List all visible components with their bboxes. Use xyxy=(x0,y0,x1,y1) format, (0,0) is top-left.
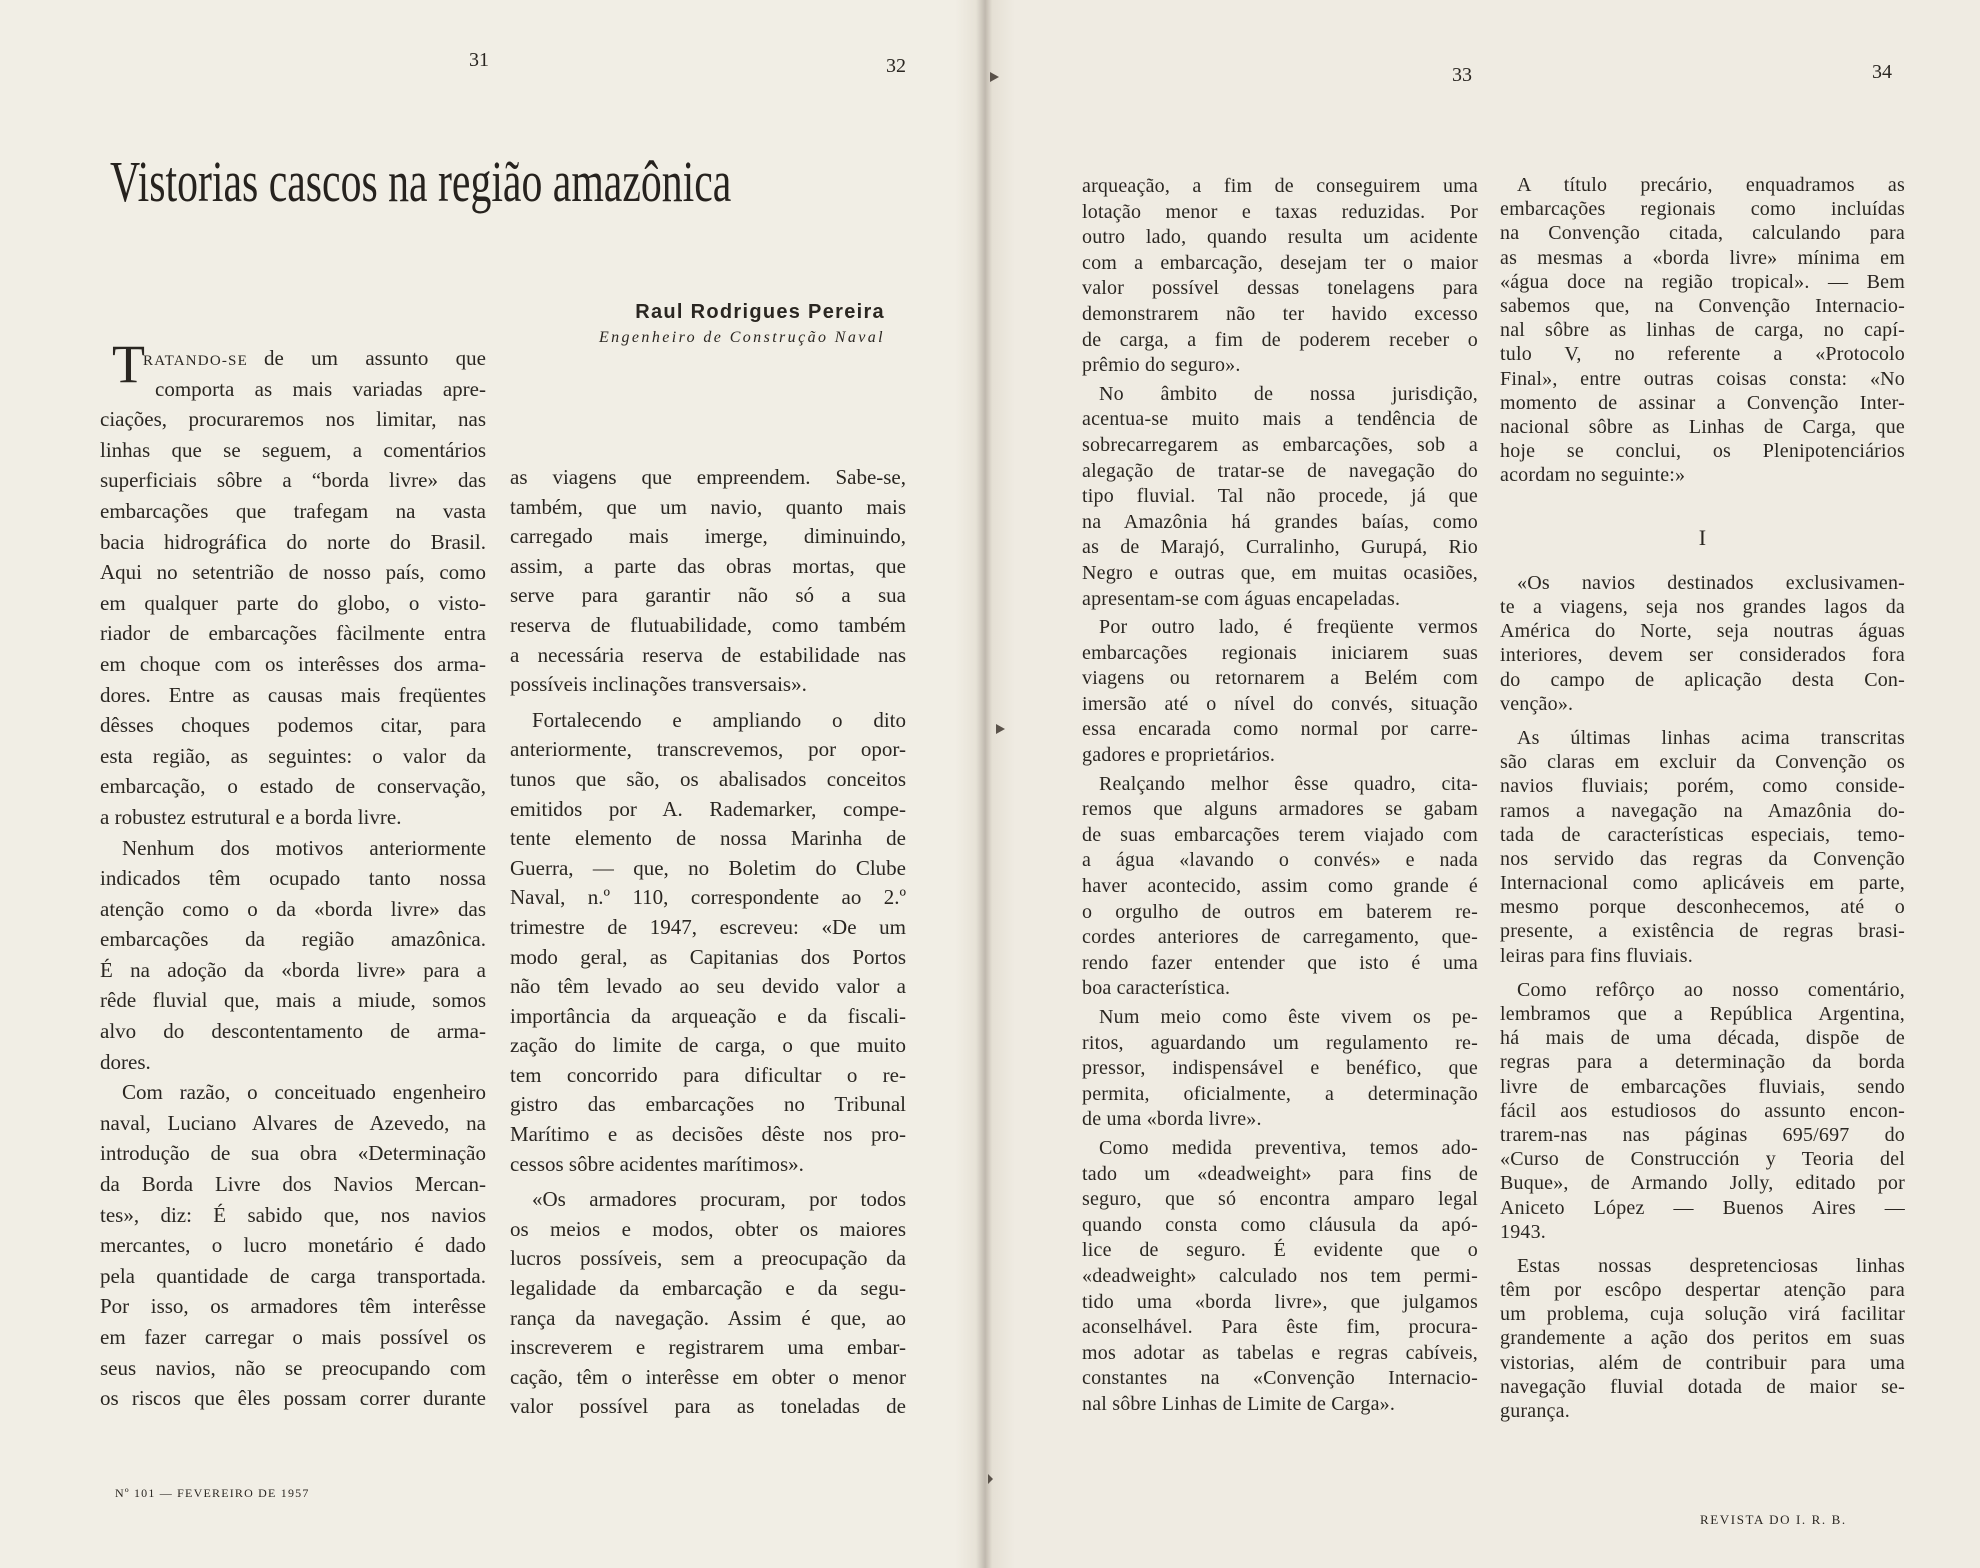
text-line: Estas nossas despretenciosas linhas xyxy=(1517,1254,1905,1277)
text-line: constantes na «Convenção Internacio- xyxy=(1082,1367,1478,1390)
text-line: acordam no seguinte:» xyxy=(1500,464,1686,487)
text-line: anteriormente, transcrevemos, por opor- xyxy=(510,737,906,762)
text-line: serve para garantir não só a sua xyxy=(510,583,906,608)
gutter-mark xyxy=(988,1474,993,1484)
text-line: viagens ou retornarem a Belém com xyxy=(1082,667,1478,690)
text-line: importância da arqueação e da fiscali- xyxy=(510,1003,906,1028)
text-line: há mais de uma década, dispõe de xyxy=(1500,1027,1905,1050)
text-line-rest: de um assunto que xyxy=(263,346,486,370)
text-line: seus navios, não se preocupando com xyxy=(100,1355,486,1380)
text-line: dores. Entre as causas mais freqüentes xyxy=(100,682,486,707)
text-line: cessos sôbre acidentes marítimos». xyxy=(510,1151,804,1176)
paragraph xyxy=(100,1077,486,1414)
text-line: É na adoção da «borda livre» para a xyxy=(100,957,486,982)
text-line: Como refôrço ao nosso comentário, xyxy=(1517,978,1905,1001)
text-line: ciações, procuraremos nos limitar, nas xyxy=(100,407,486,432)
text-line: sobrecarregarem as embarcações, sob a xyxy=(1082,433,1478,456)
section-heading: I xyxy=(1698,524,1707,550)
text-line: «deadweight» calculado nos tem permi- xyxy=(1082,1264,1478,1287)
text-line: com a embarcação, desejam ter o maior xyxy=(1082,251,1478,274)
text-line: atenção como o da «borda livre» das xyxy=(100,896,486,921)
paragraph xyxy=(1500,978,1905,1244)
text-line: em qualquer parte do globo, o visto- xyxy=(100,590,486,615)
text-line: Guerra, — que, no Boletim do Clube xyxy=(510,855,906,880)
text-line: embarcações regionais como incluídas xyxy=(1500,198,1905,221)
text-line: apresentam-se com águas encapeladas. xyxy=(1082,587,1401,610)
text-line: também, que um navio, quanto mais xyxy=(510,494,906,519)
text-line: cordes anteriores de carregamento, que- xyxy=(1082,926,1478,949)
text-line: permita, oficialmente, a determinação xyxy=(1082,1082,1478,1105)
text-line: cação, têm o interêsse em obter o menor xyxy=(510,1364,906,1389)
text-line: A título precário, enquadramos as xyxy=(1517,174,1905,196)
text-line: tunos que são, os abalisados conceitos xyxy=(510,766,906,791)
text-line: Com razão, o conceituado engenheiro xyxy=(122,1080,486,1105)
text-line: assim, a parte das obras mortas, que xyxy=(510,553,906,578)
text-column xyxy=(1082,174,1478,1418)
text-line: interiores, devem ser considerados fora xyxy=(1500,644,1905,667)
text-line: As últimas linhas acima transcritas xyxy=(1517,726,1905,749)
text-line: gadores e proprietários. xyxy=(1082,744,1276,767)
text-line: emitidos por A. Rademarker, compe- xyxy=(510,796,906,821)
text-line xyxy=(100,343,486,374)
text-line: tulo V, no referente a «Protocolo xyxy=(1500,343,1905,366)
text-line: sabemos que, na Convenção Internacio- xyxy=(1500,294,1905,317)
text-line: ritos, aguardando um regulamento re- xyxy=(1082,1031,1478,1054)
text-line: riador de embarcações fàcilmente entra xyxy=(100,621,486,646)
text-line: arqueação, a fim de conseguirem uma xyxy=(1082,175,1478,197)
text-line: superficiais sôbre a “borda livre» das xyxy=(100,468,486,493)
text-line: outro lado, quando resulta um acidente xyxy=(1082,226,1478,249)
text-line: Por outro lado, é freqüente vermos xyxy=(1099,616,1478,639)
text-line: os meios e modos, obter os maiores xyxy=(510,1216,906,1241)
text-line: lucros possíveis, sem a preocupação da xyxy=(510,1246,906,1271)
text-line: tido uma «borda livre», que julgamos xyxy=(1082,1290,1478,1313)
text-line: momento de assinar a Convenção Inter- xyxy=(1500,391,1905,414)
text-line: haver acontecido, assim como grande é xyxy=(1082,875,1478,898)
text-line: a necessária reserva de estabilidade nas xyxy=(510,642,906,667)
text-line: quando consta como cláusula da apó- xyxy=(1082,1213,1478,1236)
text-line: trimestre de 1947, escreveu: «De um xyxy=(510,914,906,939)
text-line: pela quantidade de carga transportada. xyxy=(100,1263,486,1288)
text-column xyxy=(1500,173,1905,1423)
text-line: remos que alguns armadores se gabam xyxy=(1082,798,1478,821)
text-line: Buque», de Armando Jolly, editado por xyxy=(1500,1172,1905,1195)
text-line: Negro e outras que, em muitas ocasiões, xyxy=(1082,561,1478,584)
text-line: Aniceto López — Buenos Aires — xyxy=(1500,1196,1905,1219)
text-line: América do Norte, seja noutras águas xyxy=(1500,620,1905,643)
text-line: legalidade da embarcação e da segu- xyxy=(510,1276,906,1301)
text-line: tado um «deadweight» para fins de xyxy=(1082,1162,1478,1185)
text-line: de carga, a fim de poderem receber o xyxy=(1082,328,1478,351)
text-line: Como medida preventiva, temos ado- xyxy=(1099,1136,1478,1159)
text-line: de suas embarcações terem viajado com xyxy=(1082,823,1478,846)
text-line: tipo fluvial. Tal não procede, já que xyxy=(1082,485,1478,508)
text-line: mercantes, o lucro monetário é dado xyxy=(100,1233,486,1258)
text-line: em fazer carregar o mais possível os xyxy=(100,1325,486,1349)
text-line: nal sôbre Linhas de Limite de Carga». xyxy=(1082,1392,1396,1415)
text-line: Marítimo e as decisões dêste nos pro- xyxy=(510,1122,906,1147)
text-line: nos servido das regras da Convenção xyxy=(1500,847,1905,870)
text-line: ramos a navegação na Amazônia do- xyxy=(1500,799,1905,822)
paragraph xyxy=(1082,174,1478,379)
text-line: reserva de flutuabilidade, como também xyxy=(510,612,906,637)
page-number: 31 xyxy=(469,49,489,71)
text-line: tente elemento de nossa Marinha de xyxy=(510,826,906,851)
page-number: 34 xyxy=(1872,61,1892,83)
text-line: as mesmas a «borda livre» mínima em xyxy=(1500,246,1905,269)
text-line: regras para a determinação da borda xyxy=(1500,1051,1905,1074)
text-line: indicados têm ocupado tanto nossa xyxy=(100,866,486,891)
text-line: gistro das embarcações no Tribunal xyxy=(510,1092,906,1117)
text-line: Por isso, os armadores têm interêsse xyxy=(100,1294,486,1319)
text-line: navegação fluvial dotada de maior se- xyxy=(1500,1375,1905,1398)
footer-publication: REVISTA DO I. R. B. xyxy=(1700,1512,1847,1527)
text-line: alvo do descontentamento de arma- xyxy=(100,1019,486,1044)
paragraph xyxy=(100,833,486,1078)
paragraph xyxy=(1082,1136,1478,1418)
paragraph xyxy=(1082,772,1478,1002)
page-number: 32 xyxy=(886,55,906,77)
text-line: Naval, n.º 110, correspondente ao 2.º xyxy=(510,885,906,910)
paragraph xyxy=(510,706,906,1180)
text-line: de uma «borda livre». xyxy=(1082,1108,1262,1131)
text-line: «água doce na região tropical». — Bem xyxy=(1500,270,1905,293)
text-line: embarcação, o estado de conservação, xyxy=(100,774,486,799)
text-line: vistorias, além de contribuir para uma xyxy=(1500,1351,1905,1374)
text-line: os riscos que êles possam correr durante xyxy=(100,1386,486,1411)
text-line: o orgulho de outros em baterem re- xyxy=(1082,900,1478,923)
paragraph xyxy=(1500,726,1905,968)
text-line: essa encarada como normal por carre- xyxy=(1082,718,1478,741)
text-line: carregado mais imerge, diminuindo, xyxy=(510,524,906,549)
text-line: boa característica. xyxy=(1082,977,1231,1000)
text-line: mesmo porque desconhecemos, até o xyxy=(1500,896,1905,919)
text-line: têm por escôpo despertar atenção para xyxy=(1500,1279,1905,1302)
text-line: trarem-nas nas páginas 695/697 do xyxy=(1500,1123,1905,1146)
text-line: pressor, indispensável e benéfico, que xyxy=(1082,1057,1478,1080)
paragraph xyxy=(1082,382,1478,612)
text-line: embarcações regionais iniciarem suas xyxy=(1082,641,1478,664)
text-line: as viagens que empreendem. Sabe-se, xyxy=(510,465,906,489)
text-line: dêsses choques podemos citar, para xyxy=(100,713,486,738)
text-line: em choque com os interêsses dos arma- xyxy=(100,651,486,676)
text-column xyxy=(100,334,486,1414)
text-line: lembramos que a República Argentina, xyxy=(1500,1003,1905,1026)
text-line: rendo fazer entender que isto é uma xyxy=(1082,951,1478,974)
paragraph xyxy=(1500,571,1905,716)
paragraph xyxy=(510,463,906,700)
text-line: nal sôbre as linhas de carga, no capí- xyxy=(1500,319,1905,342)
text-column xyxy=(510,463,906,1422)
text-line: demonstrarem não ter havido excesso xyxy=(1082,302,1478,325)
text-line: aconselhável. Para êste fim, procura- xyxy=(1082,1316,1478,1339)
text-line: as de Marajó, Curralinho, Gurupá, Rio xyxy=(1082,536,1478,559)
text-line: Internacional como aplicáveis em parte, xyxy=(1500,872,1905,895)
text-line: valor possível dessas tonelagens para xyxy=(1082,277,1478,300)
text-line: um problema, cuja solução virá facilitar xyxy=(1500,1303,1905,1326)
text-line: lotação menor e taxas reduzidas. Por xyxy=(1082,200,1478,223)
text-line: acentua-se muito mais a tendência de xyxy=(1082,408,1478,431)
text-line: Final», entre outras coisas consta: «No xyxy=(1500,367,1905,390)
lead-in-smallcaps: RATANDO-SE xyxy=(143,353,248,369)
text-line: lice de seguro. É evidente que o xyxy=(1082,1239,1478,1262)
text-line: Aqui no setentrião de nosso país, como xyxy=(100,560,486,585)
text-line: são claras em excluir da Convenção os xyxy=(1500,751,1905,774)
text-line: «Os navios destinados exclusivamen- xyxy=(1517,571,1905,594)
gutter-mark xyxy=(996,724,1005,734)
text-line: valor possível para as toneladas de xyxy=(510,1394,906,1419)
text-line: dores. xyxy=(100,1049,151,1074)
text-line: modo geral, as Capitanias dos Portos xyxy=(510,944,906,969)
text-line: gurança. xyxy=(1500,1400,1570,1423)
gutter-mark xyxy=(990,72,999,82)
author-name: Raul Rodrigues Pereira xyxy=(635,301,885,323)
text-line: a robustez estrutural e a borda livre. xyxy=(100,804,402,829)
footer-issue: Nº 101 — FEVEREIRO DE 1957 xyxy=(115,1486,310,1500)
text-line: não têm levado ao seu devido valor a xyxy=(510,974,906,999)
page-number: 33 xyxy=(1452,64,1472,86)
text-line: naval, Luciano Alvares de Azevedo, na xyxy=(100,1110,486,1135)
text-line: navios fluviais; porém, como conside- xyxy=(1500,775,1905,798)
paragraph xyxy=(1500,1254,1905,1423)
drop-cap: T xyxy=(112,334,145,394)
text-line: possíveis inclinações transversais». xyxy=(510,672,807,697)
text-line: embarcações que trafegam na vasta xyxy=(100,498,486,523)
text-line: grandemente a ação dos peritos em suas xyxy=(1500,1327,1905,1350)
text-line: Num meio como êste vivem os pe- xyxy=(1099,1006,1478,1028)
text-line: mos adotar as tabelas e regras cabíveis, xyxy=(1082,1341,1478,1364)
text-line: te a viagens, seja nos grandes lagos da xyxy=(1500,596,1905,619)
text-line: esta região, as seguintes: o valor da xyxy=(100,743,486,768)
text-line: presente, a existência de regras brasi- xyxy=(1500,920,1905,943)
paragraph xyxy=(1500,173,1905,487)
text-line: 1943. xyxy=(1500,1220,1546,1243)
text-line: da Borda Livre dos Navios Mercan- xyxy=(100,1172,486,1197)
author-role: Engenheiro de Construção Naval xyxy=(598,329,885,346)
text-line: tada de características especiais, temo- xyxy=(1500,823,1905,846)
text-line: embarcações da região amazônica. xyxy=(100,927,486,952)
paragraph xyxy=(510,1185,906,1422)
text-line: comporta as mais variadas apre- xyxy=(155,376,486,401)
text-line: imersão até o nível do convés, situação xyxy=(1082,692,1478,715)
text-line: do campo de aplicação desta Con- xyxy=(1500,668,1905,691)
text-line: livre de embarcações fluviais, sendo xyxy=(1500,1075,1905,1098)
article-title: Vistorias cascos na região amazônica xyxy=(110,149,732,214)
page-gutter xyxy=(955,0,1015,1568)
text-line: fácil aos estudiosos do assunto encon- xyxy=(1500,1099,1905,1122)
text-line: linhas que se seguem, a comentários xyxy=(100,437,486,462)
text-line: Nenhum dos motivos anteriormente xyxy=(122,835,486,860)
text-line: venção». xyxy=(1500,692,1574,715)
text-line: prêmio do seguro». xyxy=(1082,354,1241,377)
text-line: zação do limite de carga, o que muito xyxy=(510,1033,906,1058)
text-line: Fortalecendo e ampliando o dito xyxy=(532,707,906,732)
text-line: seguro, que só encontra amparo legal xyxy=(1082,1188,1478,1211)
text-line: leiras para fins fluviais. xyxy=(1500,944,1693,967)
text-line: «Os armadores procuram, por todos xyxy=(532,1187,906,1212)
text-line: nacional sôbre as Linhas de Carga, que xyxy=(1500,415,1905,438)
text-line: hoje se conclui, os Plenipotenciários xyxy=(1500,440,1905,463)
paragraph xyxy=(1082,1005,1478,1133)
text-line: rança da navegação. Assim é que, ao xyxy=(510,1305,906,1330)
paragraph xyxy=(100,343,486,833)
paragraph xyxy=(1082,615,1478,769)
text-line: alegação de tratar-se de navegação do xyxy=(1082,459,1478,482)
text-line: introdução de sua obra «Determinação xyxy=(100,1141,486,1166)
text-line: rêde fluvial que, mais a miude, somos xyxy=(100,988,486,1013)
text-line: Realçando melhor êsse quadro, cita- xyxy=(1099,772,1478,795)
text-line: na Convenção citada, calculando para xyxy=(1500,222,1905,245)
text-line: tem concorrido para dificultar o re- xyxy=(510,1062,906,1087)
text-line: bacia hidrográfica do norte do Brasil. xyxy=(100,529,486,554)
text-line: tes», diz: É sabido que, nos navios xyxy=(100,1202,486,1227)
text-line: «Curso de Construcción y Teoria del xyxy=(1500,1148,1905,1171)
text-line: na Amazônia há grandes baías, como xyxy=(1082,510,1478,533)
text-line: inscreverem e registrarem uma embar- xyxy=(510,1335,906,1360)
text-line: No âmbito de nossa jurisdição, xyxy=(1099,382,1478,405)
text-line: a água «lavando o convés» e nada xyxy=(1082,849,1478,872)
